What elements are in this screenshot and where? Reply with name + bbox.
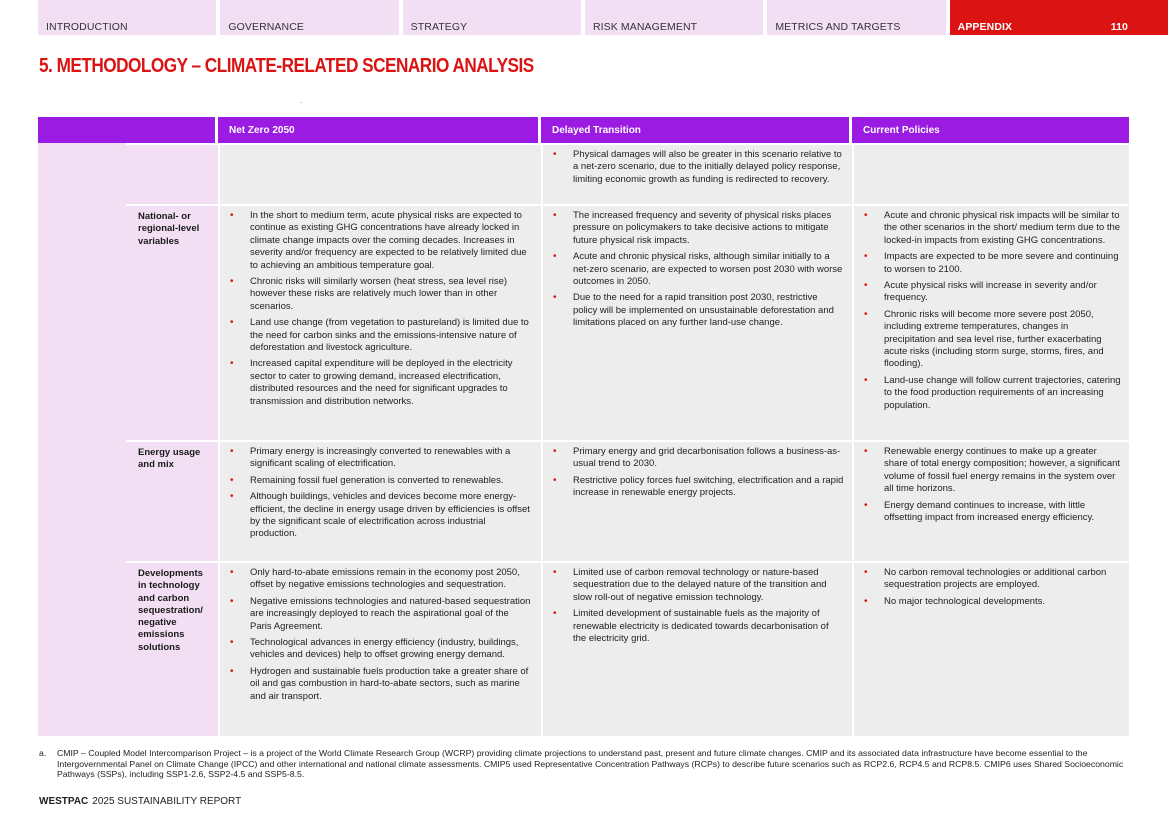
bullet-list (229, 446, 533, 541)
bullet-list (552, 567, 844, 645)
cell-delayed-transition (543, 442, 852, 561)
list-item: • Although buildings, vehicles and devices become more energy-efficient, the decline in energy usage driven by efficiencies is offset by the significant scale of electrification across industrial production. (229, 491, 533, 541)
list-item: • Restrictive policy forces fuel switching, electrification and a rapid increase in renewable energy projects. (552, 475, 844, 500)
page-title: 5. METHODOLOGY – CLIMATE-RELATED SCENARIO ANALYSIS (39, 55, 534, 77)
table-left-band (38, 143, 126, 736)
table-row (126, 206, 1129, 440)
nav-tab-metrics-and-targets[interactable]: METRICS AND TARGETS (767, 0, 945, 35)
table-row (126, 145, 1129, 204)
header-current-policies: Current Policies (863, 125, 940, 136)
list-item: • Only hard-to-abate emissions remain in the economy post 2050, offset by negative emissions technologies and sequestration. (229, 567, 533, 592)
list-item: • In the short to medium term, acute physical risks are expected to continue as existing GHG concentrations have already locked in climate change impacts over the coming decades. Increases in severity and/or frequency are expected to be relatively limited due to achieving an ambitious temperature goal. (229, 210, 533, 272)
nav-tab-risk-management[interactable]: RISK MANAGEMENT (585, 0, 763, 35)
stray-dot: . (300, 96, 303, 105)
list-item: • Limited development of sustainable fuels as the majority of renewable electricity is dedicated towards decarbonisation of the electricity grid. (552, 608, 844, 645)
row-label: Energy usage and mix (126, 442, 218, 561)
header-delayed-transition: Delayed Transition (552, 125, 641, 136)
nav-tab-governance[interactable]: GOVERNANCE (220, 0, 398, 35)
table-row (126, 563, 1129, 736)
list-item: • Land-use change will follow current trajectories, catering to the food production requirements of an increasing population. (863, 375, 1121, 412)
list-item: • Technological advances in energy efficiency (industry, buildings, vehicles and devices) help to offset growing energy demand. (229, 637, 533, 662)
bullet-list (552, 210, 844, 330)
cell-net-zero (220, 206, 541, 440)
bullet-list (863, 210, 1121, 412)
list-item: • Renewable energy continues to make up a greater share of total energy composition; however, a significant volume of fossil fuel energy remains in the system over all time horizons. (863, 446, 1121, 496)
row-label: Developments in technology and carbon sequestration/ negative emissions solutions (126, 563, 218, 736)
table-row (126, 442, 1129, 561)
list-item: • Increased capital expenditure will be deployed in the electricity sector to cater to growing demand, increased electrification, distributed resources and the need for significant upgrades to transmission and distribution networks. (229, 358, 533, 408)
list-item: • Limited use of carbon removal technology or nature-based sequestration due to the delayed nature of the transition and slow roll-out of negative emission technology. (552, 567, 844, 604)
bullet-list (552, 446, 844, 500)
list-item: • Land use change (from vegetation to pastureland) is limited due to the need for carbon sinks and the emissions-intensive nature of deforestation and livestock agriculture. (229, 317, 533, 354)
list-item: • Chronic risks will become more severe post 2050, including extreme temperatures, changes in precipitation and sea level rise, further exacerbating acute risks (including storm surge, storms, fires, and flooding). (863, 309, 1121, 371)
cell-current-policies (854, 563, 1129, 736)
cell-current-policies (854, 442, 1129, 561)
nav-tab-appendix-label: APPENDIX (957, 21, 1013, 33)
footnote (39, 748, 1129, 780)
page-footer (39, 796, 241, 807)
cell-net-zero (220, 145, 541, 204)
list-item: • Energy demand continues to increase, with little offsetting impact from increased energy efficiency. (863, 500, 1121, 525)
bullet-list (229, 210, 533, 408)
bullet-list (863, 446, 1121, 524)
footer-report-title: 2025 SUSTAINABILITY REPORT (92, 796, 242, 807)
footnote-text: CMIP – Coupled Model Intercomparison Project – is a project of the World Climate Research Group (WCRP) providing climate projections to understand past, present and future climate changes. CMIP and its associated data infrastructure have become essential to the Intergovernmental Panel on Climate Change (IPCC) and other international and national climate assessments. CMIP5 used Representative Concentration Pathways (RCPs) to describe future scenarios such as RCP2.6, RCP4.5 and RCP8.5. CMIP6 uses Shared Socioeconomic Pathways (SSPs), including SSP1-2.6, SSP2-4.5 and SSP5-8.5. (57, 748, 1124, 779)
table-header (38, 117, 1129, 143)
cell-net-zero (220, 563, 541, 736)
header-net-zero-2050: Net Zero 2050 (229, 125, 295, 136)
list-item: • Physical damages will also be greater in this scenario relative to a net-zero scenario, due to the initially delayed policy response, limiting economic growth as funding is redirected to recovery. (552, 149, 844, 186)
cell-delayed-transition (543, 563, 852, 736)
cell-delayed-transition (543, 206, 852, 440)
list-item: • No major technological developments. (863, 596, 1121, 608)
row-label (126, 145, 218, 204)
cell-net-zero (220, 442, 541, 561)
list-item: • Primary energy is increasingly converted to renewables with a significant scaling of electrification. (229, 446, 533, 471)
list-item: • Hydrogen and sustainable fuels production take a greater share of oil and gas combustion in hard-to-abate sectors, such as marine and air transport. (229, 666, 533, 703)
cell-current-policies (854, 206, 1129, 440)
nav-tab-strategy[interactable]: STRATEGY (403, 0, 581, 35)
list-item: • No carbon removal technologies or additional carbon sequestration projects are employed. (863, 567, 1121, 592)
footer-brand: WESTPAC (39, 796, 89, 807)
top-navigation (38, 0, 1168, 35)
nav-tab-appendix[interactable] (950, 0, 1168, 35)
list-item: • Acute and chronic physical risk impacts will be similar to the other scenarios in the short/ medium term due to the locked-in impacts from existing GHG concentrations. (863, 210, 1121, 247)
list-item: • Acute and chronic physical risks, although similar initially to a net-zero scenario, are expected to worsen post 2030 with worse outcomes in 2050. (552, 251, 844, 288)
row-label: National- or regional-level variables (126, 206, 218, 440)
list-item: • Impacts are expected to be more severe and continuing to worsen to 2100. (863, 251, 1121, 276)
bullet-list (229, 567, 533, 703)
cell-current-policies (854, 145, 1129, 204)
bullet-list (552, 149, 844, 186)
cell-delayed-transition (543, 145, 852, 204)
list-item: • Remaining fossil fuel generation is converted to renewables. (229, 475, 533, 487)
list-item: • Negative emissions technologies and natured-based sequestration are increasingly deployed to reach the aspirational goal of the Paris Agreement. (229, 596, 533, 633)
list-item: • Due to the need for a rapid transition post 2030, restrictive policy will be implemented on unsustainable deforestation and limitations placed on any further land-use change. (552, 292, 844, 329)
list-item: • Chronic risks will similarly worsen (heat stress, sea level rise) however these risks are relatively much lower than in other scenarios. (229, 276, 533, 313)
list-item: • The increased frequency and severity of physical risks places pressure on policymakers to take decisive actions to mitigate future physical risk impacts. (552, 210, 844, 247)
bullet-list (863, 567, 1121, 608)
list-item: • Primary energy and grid decarbonisation follows a business-as-usual trend to 2030. (552, 446, 844, 471)
list-item: • Acute physical risks will increase in severity and/or frequency. (863, 280, 1121, 305)
page-number: 110 (1110, 21, 1128, 33)
footnote-marker: a. (39, 748, 47, 758)
nav-tab-introduction[interactable]: INTRODUCTION (38, 0, 216, 35)
